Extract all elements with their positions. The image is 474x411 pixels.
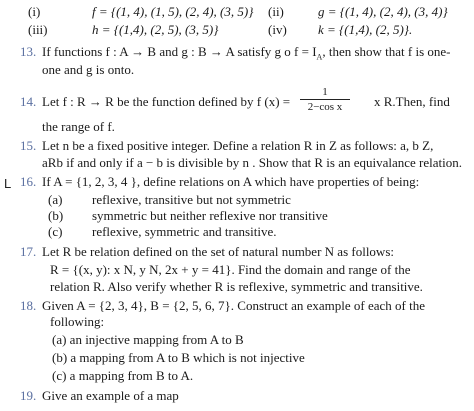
q16-a-label: (a): [48, 192, 63, 207]
q15-line-1: Let n be a fixed positive integer. Define a relation R in Z as follows: a, b Z,: [42, 138, 434, 153]
label-i: (i): [28, 4, 41, 19]
q16-line-1: If A = {1, 2, 3, 4 }, define relations on A which have properties of being:: [42, 174, 420, 189]
q19-line-1: Give an example of a map: [42, 388, 179, 403]
q16-a-text: reflexive, transitive but not symmetric: [92, 192, 291, 207]
q17-line-2: R = {(x, y): x N, y N, 2x + y = 41}. Find the domain and range of the: [50, 262, 411, 277]
q18-option-c: (c) a mapping from B to A.: [52, 368, 194, 383]
q14-line-1b: x R.Then, find: [374, 94, 450, 109]
label-ii: (ii): [268, 4, 284, 19]
q16-b-label: (b): [48, 208, 64, 223]
function-g: g = {(1, 4), (2, 4), (3, 4)}: [318, 4, 448, 19]
function-h: h = {(1,4), (2, 5), (3, 5)}: [92, 22, 219, 37]
q17-line-1: Let R be relation defined on the set of natural number N as follows:: [42, 244, 394, 259]
q16-c-label: (c): [48, 224, 63, 239]
q18-line-1: Given A = {2, 3, 4}, B = {2, 5, 6, 7}. Construct an example of each of the: [42, 298, 425, 313]
fraction-bar: [300, 99, 350, 100]
fraction-denominator: 2−cos x: [307, 101, 343, 113]
q16-b-text: symmetric but neither reflexive nor transitive: [92, 208, 328, 223]
q14-line-1a: Let f : R → R be the function defined by f (x) =: [42, 94, 291, 109]
q18-line-2: following:: [50, 314, 105, 329]
question-number-18: 18.: [20, 298, 37, 313]
question-number-15: 15.: [20, 138, 37, 153]
question-number-13: 13.: [20, 44, 37, 59]
fraction-numerator: 1: [322, 86, 328, 98]
q16-c-text: reflexive, symmetric and transitive.: [92, 224, 277, 239]
q13-line-2: one and g is onto.: [42, 62, 135, 77]
q14-fraction: [300, 86, 350, 113]
q17-line-3: relation R. Also verify whether R is reflexive, symmetric and transitive.: [50, 279, 423, 294]
q13-line-1: If functions f : A → B and g : B → A satisfy g o $f = I_A$, then show that f is one-: [42, 44, 451, 62]
q15-line-2: aRb if and only if a − b is divisible by n . Show that R is an equivalance relation.: [42, 155, 463, 170]
function-k: k = {(1,4), (2, 5)}.: [318, 22, 413, 37]
question-number-19: 19.: [20, 388, 37, 403]
function-f: f = {(1, 4), (1, 5), (2, 4), (3, 5)}: [92, 4, 254, 19]
q18-option-b: (b) a mapping from A to B which is not injective: [52, 350, 305, 365]
q14-line-2: the range of f.: [42, 119, 115, 134]
question-number-14: 14.: [20, 94, 37, 109]
question-number-17: 17.: [20, 244, 37, 259]
label-iv: (iv): [268, 22, 287, 37]
q18-option-a: (a) an injective mapping from A to B: [52, 332, 244, 347]
label-iii: (iii): [28, 22, 48, 37]
question-number-16: 16.: [20, 174, 37, 189]
side-mark: L: [4, 176, 12, 191]
